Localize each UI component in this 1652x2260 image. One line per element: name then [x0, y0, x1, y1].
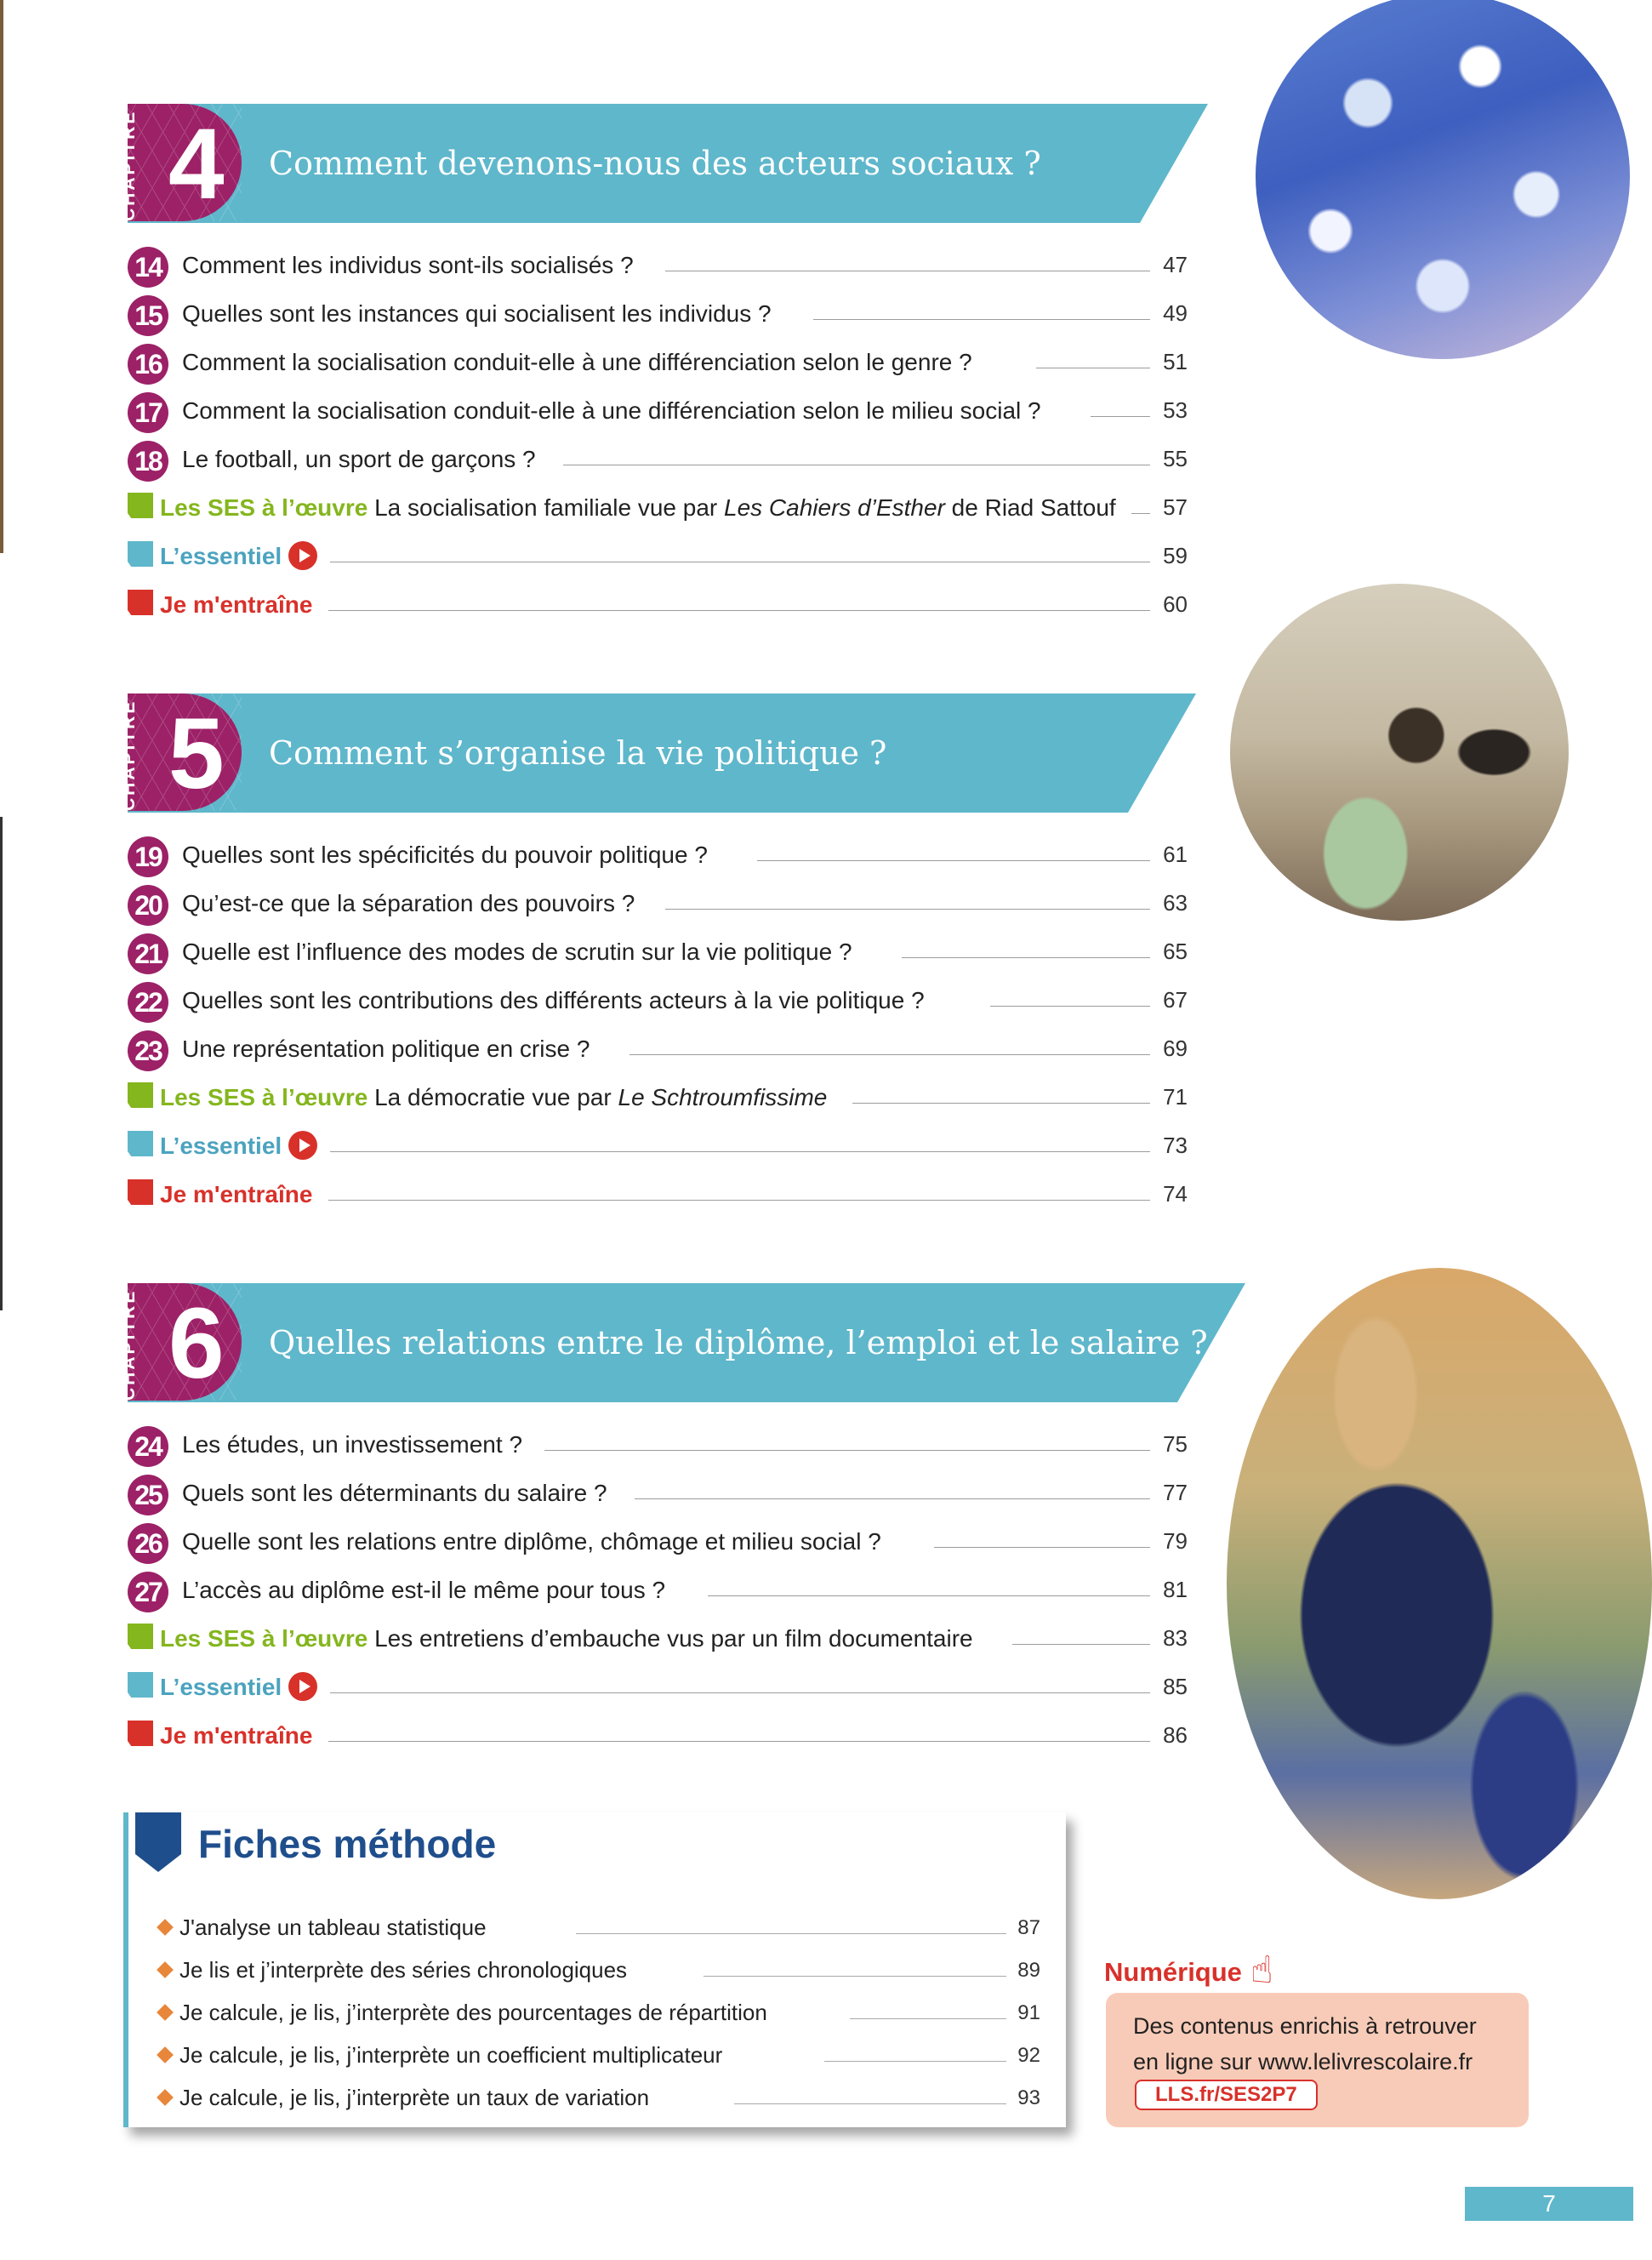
- dot-leader: [330, 1692, 1150, 1693]
- fiche-label: Je calcule, je lis, j’interprète des pourcentages de répartition: [179, 2000, 767, 2025]
- lesson-title: Comment la socialisation conduit-elle à une différenciation selon le milieu social ?: [182, 397, 1041, 424]
- numerique-box: [1106, 1993, 1529, 2127]
- lesson-number: 26: [128, 1523, 168, 1564]
- lesson-title: Le football, un sport de garçons ?: [182, 446, 536, 472]
- page-number: 53: [1163, 397, 1188, 423]
- entraine-text: Je m'entraîne: [160, 1181, 313, 1207]
- dot-leader: [902, 957, 1150, 958]
- lesson-number: 15: [128, 295, 168, 336]
- lesson-title: Qu’est-ce que la séparation des pouvoirs ?: [182, 890, 635, 916]
- lesson-title: Quelles sont les contributions des différents acteurs à la vie politique ?: [182, 987, 925, 1013]
- studying-woman-painting: [1227, 1268, 1652, 1899]
- page-number: 67: [1163, 987, 1188, 1013]
- page-edge: [0, 817, 3, 1310]
- lesson-entry[interactable]: [128, 1471, 1188, 1515]
- ses-entry[interactable]: [128, 486, 1188, 530]
- lesson-entry[interactable]: [128, 979, 1188, 1023]
- page-number-tab: 7: [1465, 2187, 1633, 2221]
- voting-scene-painting: [1230, 584, 1569, 921]
- lesson-entry[interactable]: [128, 243, 1188, 288]
- ses-text: Les SES à l’œuvre La démocratie vue par Le Schtroumfissime: [160, 1084, 828, 1110]
- fiche-label: Je calcule, je lis, j’interprète un taux de variation: [179, 2085, 650, 2110]
- dot-leader: [1131, 513, 1150, 514]
- dot-leader: [328, 1200, 1150, 1201]
- dot-leader: [852, 1103, 1150, 1104]
- page-number: 55: [1163, 446, 1188, 471]
- dot-leader: [665, 909, 1150, 910]
- entraine-square-icon: [128, 1721, 153, 1746]
- lesson-number: 16: [128, 344, 168, 385]
- lesson-entry[interactable]: [128, 389, 1188, 433]
- entraine-text: Je m'entraîne: [160, 591, 313, 618]
- page-number: 93: [1017, 2086, 1040, 2109]
- fiches-title: Fiches méthode: [198, 1822, 497, 1866]
- page-number: 49: [1163, 300, 1188, 326]
- essentiel-entry[interactable]: [128, 1665, 1188, 1709]
- dot-leader: [824, 2061, 1006, 2062]
- video-play-icon[interactable]: [288, 1131, 317, 1160]
- page-number: 60: [1163, 591, 1188, 617]
- ses-entry[interactable]: [128, 1076, 1188, 1120]
- lesson-entry[interactable]: [128, 930, 1188, 974]
- lesson-entry[interactable]: [128, 882, 1188, 926]
- page-number: 73: [1163, 1133, 1188, 1158]
- video-play-icon[interactable]: [288, 541, 317, 570]
- entraine-square-icon: [128, 1179, 153, 1205]
- page-number: 75: [1163, 1431, 1188, 1457]
- chapter-badge: [119, 1283, 242, 1401]
- chapter-badge: [119, 693, 242, 811]
- dot-leader: [757, 860, 1150, 861]
- bullet-diamond-icon: [157, 2046, 174, 2063]
- dot-leader: [544, 1450, 1150, 1451]
- chapter-word: CHAPITRE: [119, 699, 139, 811]
- lesson-number: 14: [128, 247, 168, 288]
- lesson-entry[interactable]: [128, 1027, 1188, 1071]
- page-number: 51: [1163, 349, 1188, 374]
- page-number: 77: [1163, 1480, 1188, 1505]
- entraine-square-icon: [128, 590, 153, 615]
- lesson-entry[interactable]: [128, 1423, 1188, 1467]
- essentiel-text: L’essentiel: [160, 1133, 317, 1162]
- dot-leader: [1012, 1644, 1150, 1645]
- chapter-badge: [119, 104, 242, 221]
- chapter-word: CHAPITRE: [119, 109, 139, 221]
- lesson-title: Quelles sont les spécificités du pouvoir politique ?: [182, 842, 708, 868]
- page-number: 69: [1163, 1036, 1188, 1061]
- ses-square-icon: [128, 1082, 153, 1108]
- page-number: 59: [1163, 543, 1188, 568]
- dot-leader: [629, 1054, 1150, 1055]
- entraine-entry[interactable]: [128, 1714, 1188, 1758]
- dot-leader: [708, 1595, 1150, 1596]
- page-number: 89: [1017, 1959, 1040, 1982]
- lesson-number: 23: [128, 1030, 168, 1071]
- lesson-title: Les études, un investissement ?: [182, 1431, 523, 1458]
- lesson-number: 19: [128, 836, 168, 877]
- page-number: 74: [1163, 1181, 1188, 1207]
- ses-square-icon: [128, 493, 153, 518]
- page-number: 83: [1163, 1625, 1188, 1651]
- page-number: 92: [1017, 2044, 1040, 2067]
- ses-text: Les SES à l’œuvre Les entretiens d’embauche vus par un film documentaire: [160, 1625, 973, 1652]
- bullet-diamond-icon: [157, 1919, 174, 1936]
- dot-leader: [576, 1933, 1006, 1934]
- lesson-title: Comment la socialisation conduit-elle à une différenciation selon le genre ?: [182, 349, 972, 375]
- lesson-entry[interactable]: [128, 340, 1188, 385]
- fiche-item[interactable]: [159, 1996, 1040, 2030]
- dot-leader: [1091, 416, 1150, 417]
- page-number: 65: [1163, 939, 1188, 964]
- dot-leader: [328, 1741, 1150, 1742]
- essentiel-text: L’essentiel: [160, 543, 317, 573]
- lesson-number: 17: [128, 392, 168, 433]
- page-number: 61: [1163, 842, 1188, 867]
- lesson-title: L’accès au diplôme est-il le même pour tous ?: [182, 1577, 666, 1603]
- lesson-entry[interactable]: [128, 1568, 1188, 1612]
- children-playing-illustration: [1256, 0, 1630, 359]
- essentiel-square-icon: [128, 1672, 153, 1698]
- chapter-number: 6: [168, 1287, 225, 1400]
- dot-leader: [734, 2103, 1006, 2104]
- essentiel-entry[interactable]: [128, 534, 1188, 579]
- lesson-number: 21: [128, 933, 168, 974]
- fiche-item[interactable]: [159, 2039, 1040, 2073]
- ses-square-icon: [128, 1624, 153, 1649]
- fiche-label: Je calcule, je lis, j’interprète un coefficient multiplicateur: [179, 2042, 723, 2068]
- dot-leader: [704, 1976, 1006, 1977]
- page-number: 47: [1163, 252, 1188, 277]
- chapter-number: 4: [168, 108, 225, 220]
- bullet-diamond-icon: [157, 1961, 174, 1978]
- entraine-entry[interactable]: [128, 1173, 1188, 1217]
- page-number: 86: [1163, 1722, 1188, 1748]
- dot-leader: [850, 2018, 1006, 2019]
- page-number: 71: [1163, 1084, 1188, 1110]
- lesson-number: 22: [128, 982, 168, 1023]
- dot-leader: [934, 1547, 1150, 1548]
- lesson-number: 25: [128, 1475, 168, 1515]
- video-play-icon[interactable]: [288, 1672, 317, 1701]
- essentiel-text: L’essentiel: [160, 1674, 317, 1704]
- page-number: 79: [1163, 1528, 1188, 1554]
- essentiel-entry[interactable]: [128, 1124, 1188, 1168]
- lesson-entry[interactable]: [128, 1520, 1188, 1564]
- lesson-number: 18: [128, 441, 168, 482]
- page-number: 87: [1017, 1916, 1040, 1939]
- numerique-link[interactable]: LLS.fr/SES2P7: [1135, 2080, 1318, 2110]
- page-number: 91: [1017, 2001, 1040, 2024]
- bullet-diamond-icon: [157, 2089, 174, 2106]
- ses-text: Les SES à l’œuvre La socialisation familiale vue par Les Cahiers d’Esther de Riad Sattouf: [160, 494, 1116, 521]
- page-edge: [0, 0, 3, 553]
- essentiel-square-icon: [128, 541, 153, 567]
- chapter-word: CHAPITRE: [119, 1288, 139, 1401]
- entraine-entry[interactable]: [128, 583, 1188, 627]
- lesson-entry[interactable]: [128, 292, 1188, 336]
- page-number: 81: [1163, 1577, 1188, 1602]
- dot-leader: [635, 1498, 1150, 1499]
- dot-leader: [990, 1006, 1150, 1007]
- fiche-item[interactable]: [159, 1954, 1040, 1988]
- chapter-title[interactable]: Quelles relations entre le diplôme, l’emploi et le salaire ?: [269, 1324, 1208, 1361]
- entraine-text: Je m'entraîne: [160, 1722, 313, 1749]
- fiche-label: J'analyse un tableau statistique: [179, 1915, 487, 1940]
- fiches-methode-panel: [123, 1812, 1066, 2127]
- chapter-title[interactable]: Comment devenons-nous des acteurs sociaux ?: [269, 145, 1041, 182]
- lesson-title: Quelle sont les relations entre diplôme, chômage et milieu social ?: [182, 1528, 881, 1555]
- fiche-item[interactable]: [159, 2081, 1040, 2115]
- dot-leader: [813, 319, 1150, 320]
- lesson-entry[interactable]: [128, 833, 1188, 877]
- lesson-title: Quelles sont les instances qui socialisent les individus ?: [182, 300, 772, 327]
- lesson-title: Quels sont les déterminants du salaire ?: [182, 1480, 607, 1506]
- ses-entry[interactable]: [128, 1617, 1188, 1661]
- dot-leader: [330, 1151, 1150, 1152]
- dot-leader: [328, 610, 1150, 611]
- pointing-hand-icon: ☝: [1250, 1949, 1273, 1991]
- numerique-text: Des contenus enrichis à retrouver en ligne sur www.lelivrescolaire.fr: [1133, 2013, 1477, 2075]
- chapter-title[interactable]: Comment s’organise la vie politique ?: [269, 734, 887, 772]
- lesson-title: Comment les individus sont-ils socialisés ?: [182, 252, 634, 278]
- lesson-entry[interactable]: [128, 437, 1188, 482]
- lesson-title: Une représentation politique en crise ?: [182, 1036, 590, 1062]
- page-number: 85: [1163, 1674, 1188, 1699]
- lesson-number: 20: [128, 885, 168, 926]
- numerique-title: Numérique: [1104, 1957, 1242, 1987]
- lesson-number: 27: [128, 1572, 168, 1612]
- page-number: 57: [1163, 494, 1188, 520]
- essentiel-square-icon: [128, 1131, 153, 1156]
- bullet-diamond-icon: [157, 2004, 174, 2021]
- lesson-title: Quelle est l’influence des modes de scrutin sur la vie politique ?: [182, 939, 852, 965]
- page-number: 63: [1163, 890, 1188, 916]
- fiche-label: Je lis et j’interprète des séries chronologiques: [179, 1957, 628, 1983]
- chapter-number: 5: [168, 698, 225, 810]
- fiche-item[interactable]: [159, 1911, 1040, 1945]
- bookmark-icon: [135, 1812, 181, 1872]
- lesson-number: 24: [128, 1426, 168, 1467]
